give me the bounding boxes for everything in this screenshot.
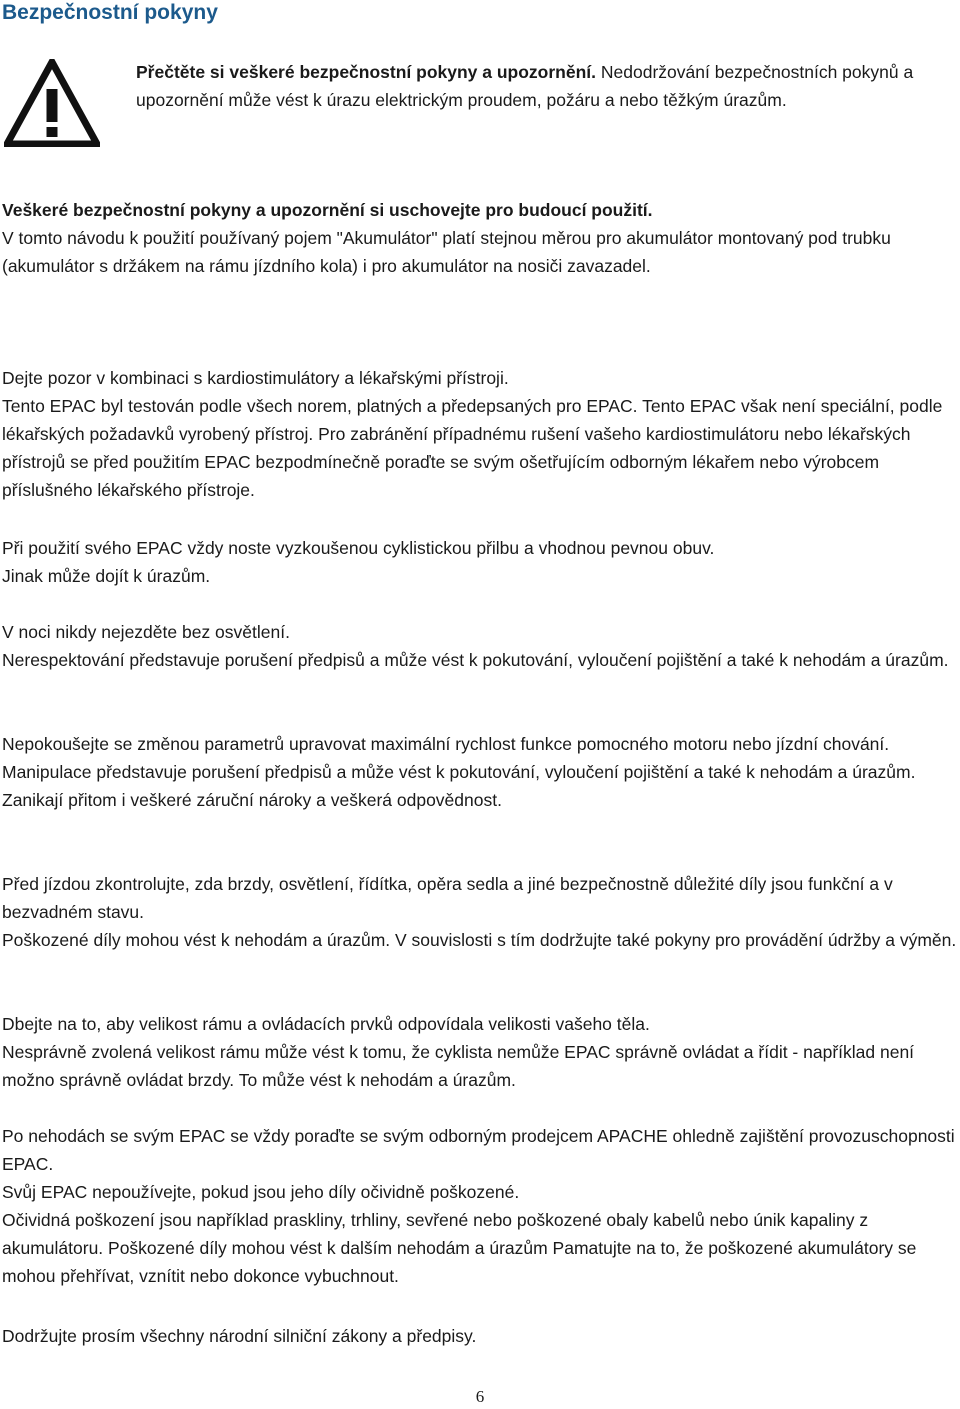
warning-text: Nedodržování bezpečnostních pokynů a upozornění může vést k úrazu elektrickým proudem, požáru a nebo těžkým úrazům. <box>136 62 914 110</box>
paragraph-damage-examples: Očividná poškození jsou například praskliny, trhliny, sevřené nebo poškozené obaly kabelů nebo únik kapaliny z akumulátoru. Poškozené díly mohou vést k dalším nehodám a úrazům Pamatujte na to, že poškozené akumulátory se mohou přehřívat, vznítit nebo dokonce vybuchnout. <box>2 1210 917 1286</box>
paragraph-manipulation: Manipulace představuje porušení předpisů a může vést k pokutování, vyloučení pojištění a také k nehodám a úrazům. Zanikají přitom i veškeré záruční nároky a veškerá odpovědnost. <box>2 762 916 810</box>
section-lighting <box>2 618 958 674</box>
paragraph-helmet-injury: Jinak může dojít k úrazům. <box>2 566 211 586</box>
paragraph-pacemaker-warning: Dejte pozor v kombinaci s kardiostimulátory a lékařskými přístroji. <box>2 368 509 388</box>
keep-notice: Veškeré bezpečnostní pokyny a upozornění si uschovejte pro budoucí použití. <box>2 200 653 220</box>
paragraph-pacemaker-detail: Tento EPAC byl testován podle všech norem, platných a předepsaných pro EPAC. Tento EPAC však není speciální, podle lékařských požadavků vyrobený přístroj. Pro zabránění případnému rušení vašeho kardiostimulátoru nebo lékařských přístrojů se před použitím EPAC bezpodmínečně poraďte se svým ošetřujícím odborným lékařem nebo výrobcem příslušného lékařského přístroje. <box>2 396 943 500</box>
paragraph-after-accident: Po nehodách se svým EPAC se vždy poraďte se svým odborným prodejcem APACHE ohledně zajištění provozuschopnosti EPAC. <box>2 1126 955 1174</box>
paragraph-lighting-penalty: Nerespektování představuje porušení předpisů a může vést k pokutování, vyloučení pojištění a také k nehodám a úrazům. <box>2 650 949 670</box>
paragraph-inspection: Před jízdou zkontrolujte, zda brzdy, osvětlení, řídítka, opěra sedla a jiné bezpečnostně důležité díly jsou funkční a v bezvadném stavu. <box>2 874 893 922</box>
paragraph-frame-size-wrong: Nesprávně zvolená velikost rámu může vést k tomu, že cyklista nemůže EPAC správně ovládat a řídit - například není možno správně ovládat brzdy. To může vést k nehodám a úrazům. <box>2 1042 915 1090</box>
warning-bold-text: Přečtěte si veškeré bezpečnostní pokyny a upozornění. <box>136 62 597 82</box>
section-traffic-laws <box>2 1322 958 1350</box>
paragraph-frame-size: Dbejte na to, aby velikost rámu a ovládacích prvků odpovídala velikosti vašeho těla. <box>2 1014 650 1034</box>
section-tuning <box>2 730 958 814</box>
paragraph-helmet: Při použití svého EPAC vždy noste vyzkoušenou cyklistickou přilbu a vhodnou pevnou obuv. <box>2 538 715 558</box>
page-number: 6 <box>475 1387 485 1406</box>
paragraph-damaged-parts: Poškozené díly mohou vést k nehodám a úrazům. V souvislosti s tím dodržujte také pokyny pro provádění údržby a výměn. <box>2 930 957 950</box>
warning-triangle-icon <box>4 59 100 147</box>
section-after-accident <box>2 1122 958 1290</box>
paragraph-traffic-laws: Dodržujte prosím všechny národní silniční zákony a předpisy. <box>2 1326 477 1346</box>
page-title: Bezpečnostní pokyny <box>2 1 218 24</box>
section-inspection <box>2 870 958 954</box>
warning-paragraph <box>136 58 956 114</box>
section-helmet <box>2 534 958 590</box>
paragraph-akumulator: V tomto návodu k použití používaný pojem "Akumulátor" platí stejnou měrou pro akumulátor montovaný pod trubku (akumulátor s držákem na rámu jízdního kola) i pro akumulátor na nosiči zavazadel. <box>2 228 891 276</box>
paragraph-lighting: V noci nikdy nejezděte bez osvětlení. <box>2 622 290 642</box>
section-pacemaker <box>2 364 958 504</box>
paragraph-tuning: Nepokoušejte se změnou parametrů upravovat maximální rychlost funkce pomocného motoru nebo jízdní chování. <box>2 734 890 754</box>
paragraph-visible-damage: Svůj EPAC nepoužívejte, pokud jsou jeho díly očividně poškozené. <box>2 1182 520 1202</box>
section-intro <box>2 196 958 280</box>
section-frame-size <box>2 1010 958 1094</box>
